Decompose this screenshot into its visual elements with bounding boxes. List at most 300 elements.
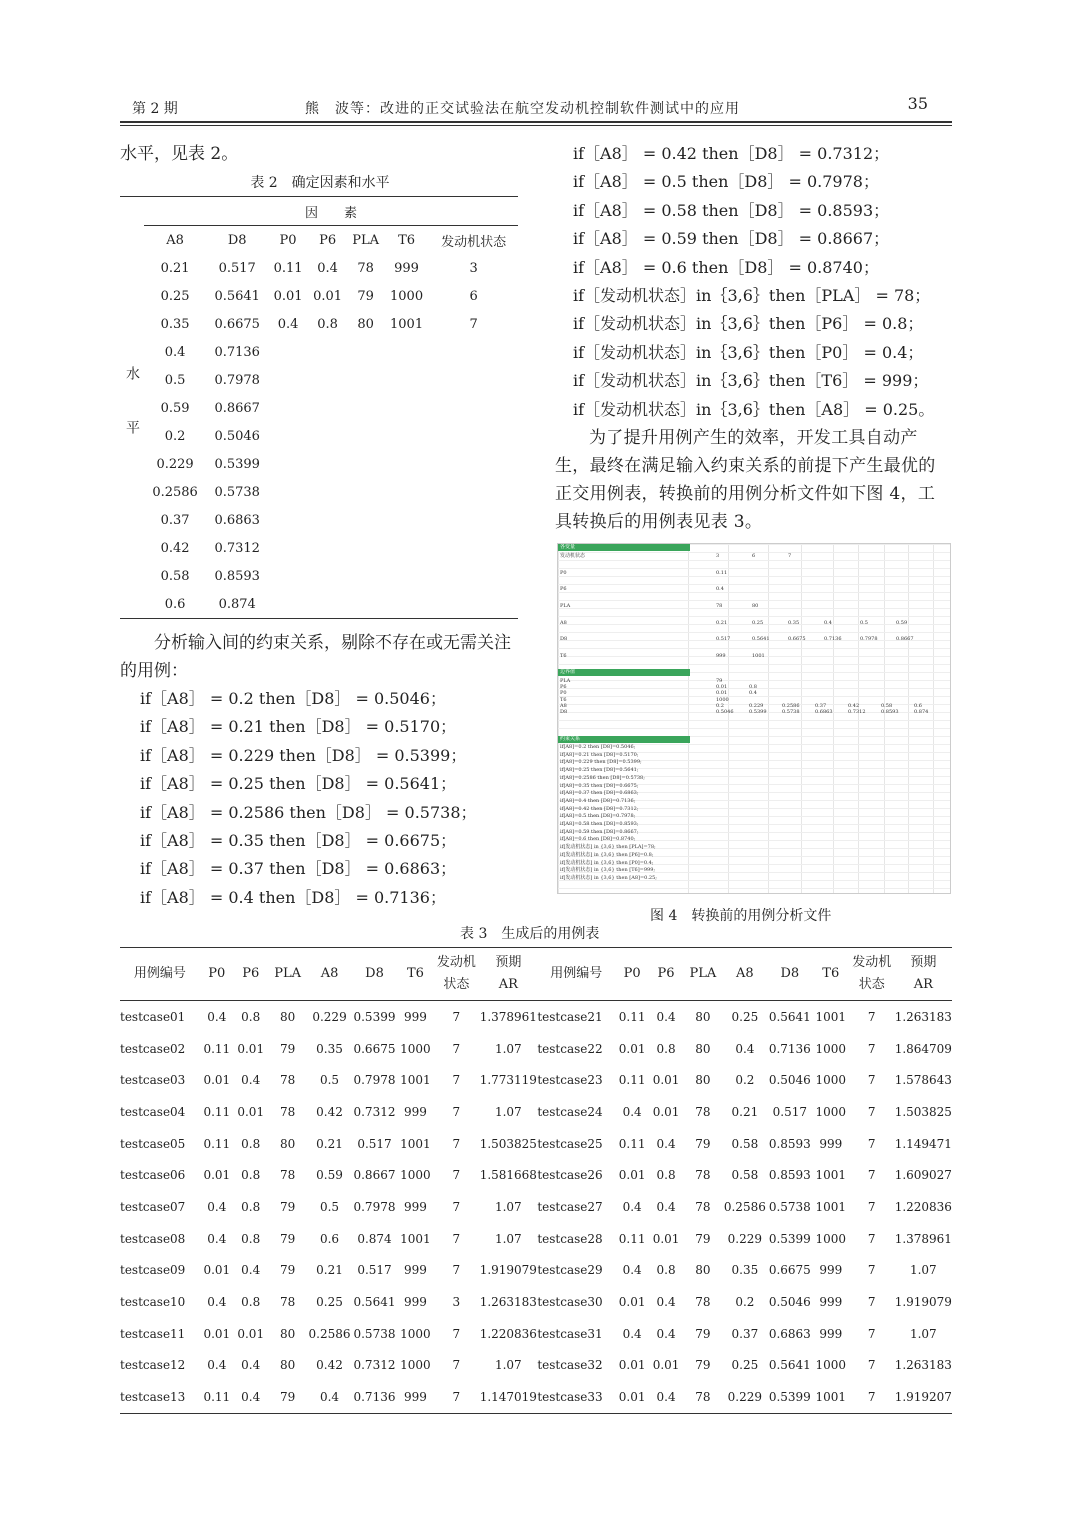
table3-cell: 1.07	[909, 1326, 937, 1341]
table2-col-header: D8	[227, 232, 247, 248]
var-value: 0.5738	[782, 709, 800, 715]
table3-cell: 1.378961	[479, 1009, 537, 1024]
table3-cell: 78	[695, 1168, 711, 1183]
intro-text: 水平，见表 2。	[120, 144, 239, 164]
table3-cell: 0.2	[735, 1073, 755, 1088]
table2-cell: 0.4	[164, 344, 186, 360]
table2-col-header: 发动机状态	[441, 234, 507, 250]
table2-row	[120, 590, 518, 619]
table2-cell	[308, 338, 348, 366]
table2-row	[120, 562, 518, 590]
table2-cell	[429, 338, 518, 366]
table3-cell: 1.07	[494, 1231, 522, 1246]
table3-cell: 7	[867, 1295, 876, 1310]
table3-cell: 1.773119	[479, 1073, 537, 1088]
table3-cell: 1.263183	[894, 1009, 952, 1024]
table3-cell: 80	[695, 1263, 711, 1278]
table3-cell: testcase02	[120, 1041, 186, 1056]
table3-cell: 0.8	[241, 1295, 261, 1310]
table3-cell: 7	[867, 1009, 876, 1024]
table3-cell: 999	[403, 1009, 427, 1024]
var-value: 0.8593	[881, 709, 899, 715]
constraint-line: if[A8]=0.5 then [D8]=0.7978;	[560, 813, 636, 820]
table3-cell: testcase05	[120, 1136, 186, 1151]
table3-cell: 0.58	[731, 1136, 759, 1151]
var-value: 0.6863	[815, 709, 833, 715]
table3-cell: 0.4	[207, 1009, 227, 1024]
table3-cell: 999	[819, 1295, 843, 1310]
table3-cell: 0.5641	[768, 1358, 811, 1373]
constraint-line: if[发动机状态] in {3,6} then [A8]=0.25;	[560, 874, 657, 881]
table2-cell	[308, 478, 348, 506]
table2-cell	[429, 478, 518, 506]
table2-col-header: PLA	[352, 232, 380, 248]
table3-cell: 0.8	[241, 1231, 261, 1246]
table3-cell: 1.07	[494, 1104, 522, 1119]
table2-row	[120, 422, 518, 450]
table3-cell: 80	[279, 1009, 296, 1024]
table3-cell: testcase03	[120, 1073, 186, 1088]
table2-cell: 0.8	[317, 316, 338, 332]
issue-number: 第 2 期	[132, 101, 178, 117]
table3-cell: 0.874	[357, 1231, 392, 1246]
header-rule	[120, 121, 952, 123]
table3-cell: 0.6863	[768, 1326, 811, 1341]
table3-cell: 7	[867, 1168, 876, 1183]
page-number: 35	[907, 94, 928, 113]
table2-cell	[347, 534, 384, 562]
table3-row	[120, 1381, 952, 1413]
var-value: 0.2586	[782, 702, 800, 709]
grid-line	[558, 560, 950, 561]
table3-cell: 78	[279, 1295, 296, 1310]
table2-cell	[347, 590, 384, 619]
table3-cell: 0.5399	[353, 1009, 396, 1024]
table3-cell: 1.503825	[894, 1104, 952, 1119]
table3-cell: 0.11	[203, 1041, 231, 1056]
table3-cell: 0.6675	[353, 1041, 396, 1056]
var-value: 79	[716, 678, 723, 684]
table3-header: PLA	[683, 948, 723, 1001]
table3-cell: 0.4	[241, 1073, 261, 1088]
var-value: 0.4	[749, 690, 757, 697]
table3-cell: 0.229	[312, 1009, 347, 1024]
table2-cell: 0.58	[160, 568, 190, 584]
table3-cell: 1001	[815, 1168, 847, 1183]
table2-cell: 0.874	[206, 590, 268, 619]
constraint-rule: if［A8］ = 0.58 then［D8］ = 0.8593；	[573, 200, 890, 220]
table3-cell: 7	[452, 1041, 461, 1056]
table2-cell: 0.8667	[214, 400, 260, 416]
table3-cell: 0.5046	[768, 1073, 811, 1088]
running-header	[120, 96, 952, 122]
table3-cell: 7	[452, 1136, 461, 1151]
table3-cell: 999	[403, 1295, 427, 1310]
table3-cell: 1001	[400, 1073, 431, 1088]
table3-cell: 80	[695, 1041, 711, 1056]
table2-row	[120, 310, 518, 338]
table2-cell	[429, 394, 518, 422]
table2-cell: 0.2586	[152, 484, 198, 500]
table2-cell	[384, 562, 429, 590]
table3-header: P0	[615, 948, 649, 1001]
table3-cell: testcase30	[537, 1295, 603, 1310]
table3-cell: 0.2	[735, 1295, 755, 1310]
grid-line	[558, 576, 950, 577]
table3-cell: 79	[279, 1263, 296, 1278]
table2-row	[120, 450, 518, 478]
table2-cell: 0.6	[144, 590, 206, 619]
table3-header: 发动机 状态	[433, 948, 479, 1001]
table3-cell: 0.4	[656, 1199, 676, 1214]
table3-cell: 1000	[815, 1073, 847, 1088]
table3-cell: 0.01	[203, 1073, 231, 1088]
constraint-line: if[A8]=0.25 then [D8]=0.5641;	[560, 767, 639, 774]
constraint-line: if[发动机状态] in {3,6} then [P6]=0.8;	[560, 851, 654, 858]
table3-header: P6	[649, 948, 683, 1001]
constraint-rule: if［A8］ = 0.25 then［D8］ = 0.5641；	[140, 774, 457, 794]
table2-cell	[429, 450, 518, 478]
table2-cell: 7	[469, 316, 478, 332]
table3-cell: testcase04	[120, 1104, 186, 1119]
var-value: 1001	[752, 653, 765, 659]
table3-cell: 79	[279, 1041, 296, 1056]
constraint-rule: if［A8］ = 0.2 then［D8］ = 0.5046；	[140, 689, 446, 708]
constraint-line: if[发动机状态] in {3,6} then [PLA]=78;	[560, 844, 656, 851]
var-name: T6	[560, 696, 567, 703]
table2-cell: 0.6675	[214, 316, 260, 332]
table3-cell: 0.11	[203, 1136, 231, 1151]
table3-cell: testcase10	[120, 1295, 186, 1310]
var-value: 0.21	[716, 620, 728, 626]
var-value: 0.35	[788, 620, 800, 626]
var-name: D8	[560, 636, 568, 642]
section-header: 边界值	[558, 669, 690, 676]
table3-cell: 0.42	[316, 1104, 343, 1119]
constraint-rule: if［发动机状态］in｛3,6｝then［P0］ = 0.4；	[573, 342, 924, 362]
table3-cell: 0.4	[207, 1358, 227, 1373]
table2-cell: 0.517	[218, 260, 256, 276]
table3-cell: testcase11	[120, 1326, 186, 1341]
table3-cell: testcase22	[537, 1041, 603, 1056]
var-name: P6	[560, 586, 567, 592]
table3-cell: 0.5738	[768, 1199, 811, 1214]
table3-cell: 0.21	[316, 1263, 343, 1278]
constraint-line: if[A8]=0.4 then [D8]=0.7136;	[560, 797, 636, 804]
var-value: 0.37	[815, 702, 827, 709]
table3-caption: 表 3 生成后的用例表	[460, 926, 600, 942]
table3-cell: 1.263183	[479, 1295, 537, 1310]
table3-cell: 0.25	[316, 1295, 343, 1310]
table3-cell: 1.149471	[894, 1136, 952, 1151]
table3-cell: 0.8593	[768, 1168, 811, 1183]
var-value: 0.01	[716, 690, 728, 697]
var-name: A8	[560, 702, 567, 709]
table3-cell: testcase12	[120, 1358, 186, 1373]
table3-cell: 0.01	[203, 1168, 231, 1183]
table3-header: D8	[352, 948, 398, 1001]
table3-cell: 80	[279, 1326, 296, 1341]
table2-cell	[268, 478, 308, 506]
constraint-line: if[A8]=0.37 then [D8]=0.6863;	[560, 790, 639, 797]
var-value: 0.58	[881, 702, 893, 709]
var-value: 0.4	[824, 620, 832, 626]
table3-cell: 0.5399	[768, 1231, 811, 1246]
table3-cell: 1.919079	[479, 1263, 537, 1278]
table3-cell: 0.8	[241, 1136, 261, 1151]
table3-cell: 1000	[400, 1326, 431, 1341]
table3-cell: 1.919079	[894, 1295, 952, 1310]
table3-cell: 0.6	[319, 1231, 340, 1246]
table2-cell: 1000	[390, 288, 424, 304]
constraint-line: if[A8]=0.59 then [D8]=0.8667;	[560, 828, 639, 835]
table3-header: 发动机 状态	[849, 948, 895, 1001]
table3-header: 预期 AR	[895, 948, 952, 1001]
table2-cell: 79	[357, 288, 374, 304]
table3-cell: 0.21	[731, 1104, 759, 1119]
table3-row	[120, 1159, 952, 1191]
table3-cell: 0.11	[203, 1104, 231, 1119]
table2-cell	[308, 394, 348, 422]
constraint-rule: if［A8］ = 0.42 then［D8］ = 0.7312；	[573, 144, 890, 163]
table2-cell: 80	[357, 316, 374, 332]
table3-cell: 999	[403, 1263, 427, 1278]
table3-cell: 0.01	[652, 1104, 680, 1119]
table2-cell	[384, 450, 429, 478]
table2-cell: 0.5641	[214, 288, 260, 304]
right-column	[555, 140, 952, 536]
table3-cell: 0.4	[207, 1231, 227, 1246]
table2-col-header: P0	[279, 232, 297, 248]
table3-cell: 7	[867, 1263, 876, 1278]
table3-cell: 1.378961	[894, 1231, 952, 1246]
table3-cell: 999	[403, 1104, 427, 1119]
table2-row	[120, 338, 518, 366]
table3-cell: 1000	[400, 1168, 431, 1183]
table2-cell	[308, 562, 348, 590]
table2-cell	[384, 478, 429, 506]
var-name: T6	[560, 653, 567, 659]
table3-cell: testcase27	[537, 1199, 603, 1214]
var-value: 0.01	[716, 684, 728, 691]
table3-cell: 7	[849, 1381, 895, 1413]
table3-cell: 78	[695, 1104, 711, 1119]
table3-cell: 7	[867, 1073, 876, 1088]
table3-cell: 79	[279, 1199, 296, 1214]
table3-cell: 0.01	[615, 1381, 649, 1413]
table3-cell: 7	[452, 1231, 461, 1246]
table3-cell: 1001	[815, 1199, 847, 1214]
table3-cell: 1.864709	[894, 1041, 952, 1056]
table3-row	[120, 1255, 952, 1287]
table3-header: P6	[234, 948, 268, 1001]
table3-cell: 0.229	[727, 1231, 763, 1246]
table2-cell	[347, 338, 384, 366]
table3-cell: 0.4	[656, 1009, 676, 1024]
table3-cell: 0.4	[622, 1199, 642, 1214]
constraint-rule: if［A8］ = 0.59 then［D8］ = 0.8667；	[573, 229, 890, 249]
table3-cell: testcase13	[120, 1381, 200, 1413]
table2-cell: 0.37	[160, 512, 190, 528]
table3-cell: 0.01	[237, 1326, 265, 1341]
table3-cell: 0.517	[357, 1263, 392, 1278]
table3-cell: 78	[695, 1295, 711, 1310]
table2-cell	[347, 478, 384, 506]
grid-line	[558, 600, 950, 601]
constraint-rule: if［A8］ = 0.4 then［D8］ = 0.7136；	[140, 887, 446, 907]
table3-cell: 79	[695, 1136, 711, 1151]
table3-cell: 0.01	[618, 1295, 646, 1310]
table3-cell: testcase31	[537, 1326, 603, 1341]
table3-cell: 1.578643	[894, 1073, 952, 1088]
table3-row	[120, 1286, 952, 1318]
var-value: 0.2	[716, 702, 724, 709]
table2-cell: 0.4	[317, 260, 338, 276]
table2-cell	[429, 590, 518, 619]
var-value: 0.5399	[749, 709, 767, 715]
table3-cell: 7	[433, 1381, 479, 1413]
table2-cell: 0.11	[273, 260, 303, 276]
table3-cell: testcase21	[537, 1009, 603, 1024]
table3-header: T6	[813, 948, 849, 1001]
constraint-line: if[A8]=0.58 then [D8]=0.8593;	[560, 821, 639, 827]
table2-side-text: 水平	[124, 365, 140, 474]
table3-cell: 0.11	[618, 1073, 646, 1088]
table2-cell: 0.2	[164, 428, 186, 444]
table2-row	[120, 478, 518, 506]
table3-row	[120, 1001, 952, 1033]
var-value: 0.7978	[860, 636, 878, 642]
table3-cell: 0.01	[237, 1041, 265, 1056]
var-value: 0.59	[896, 620, 908, 626]
table3-cell: 0.4	[622, 1263, 642, 1278]
constraint-rule: if［A8］ = 0.2586 then［D8］ = 0.5738；	[140, 802, 477, 822]
table2-side-label	[120, 226, 144, 619]
table2-corner	[120, 197, 144, 226]
var-value: 0.7136	[824, 636, 842, 642]
table3-cell: 7	[867, 1326, 876, 1341]
table3-cell: 7	[452, 1326, 461, 1341]
table3-header: D8	[767, 948, 813, 1001]
table3-cell: 999	[819, 1326, 843, 1341]
table3-cell: 999	[819, 1263, 843, 1278]
table3-cell: 0.5641	[768, 1009, 811, 1024]
table3-cell: 78	[279, 1073, 296, 1088]
table2-cell	[429, 422, 518, 450]
table3-cell: 7	[867, 1358, 876, 1373]
constraint-paragraph: 分析输入间的约束关系，剔除不存在或无需关注的用例：	[120, 633, 511, 681]
table2-cell: 0.25	[160, 288, 190, 304]
var-value: 0.229	[749, 702, 764, 709]
table3-cell: 0.4	[656, 1326, 676, 1341]
table3-cell: 0.4	[308, 1381, 352, 1413]
constraint-line: if[发动机状态] in {3,6} then [T6]=999;	[560, 867, 656, 874]
table3-cell: 79	[695, 1231, 711, 1246]
table2-cell	[268, 422, 308, 450]
var-value: 0.5641	[752, 636, 770, 642]
left-rules	[120, 685, 520, 912]
table3-cell: 0.7136	[352, 1381, 398, 1413]
table3-cell: 78	[695, 1199, 711, 1214]
table3-cell: 1.07	[494, 1041, 522, 1056]
table3-cell: 7	[867, 1199, 876, 1214]
table3-cell: 1001	[815, 1009, 847, 1024]
grid-line	[558, 632, 950, 633]
table3-row	[120, 1191, 952, 1223]
table3-cell: 79	[695, 1358, 711, 1373]
table3-cell: 78	[279, 1104, 296, 1119]
table3-cell: 0.01	[203, 1263, 231, 1278]
var-value: 0.5	[860, 620, 868, 626]
table2-cell: 0.8593	[214, 568, 260, 584]
table3-cell: 7	[867, 1104, 876, 1119]
table3-cell: 80	[279, 1136, 296, 1151]
table2-col-header: P6	[319, 232, 337, 248]
grid-line	[558, 648, 950, 649]
var-name: D8	[560, 709, 568, 715]
var-name: P0	[560, 570, 567, 576]
table3-cell: 0.7978	[353, 1199, 396, 1214]
constraint-line: if[A8]=0.42 then [D8]=0.7312;	[560, 805, 639, 812]
grid-line	[558, 720, 950, 721]
table2-cell	[384, 366, 429, 394]
table3-cell: 80	[695, 1073, 711, 1088]
constraint-rule: if［A8］ = 0.229 then［D8］ = 0.5399；	[140, 745, 467, 765]
constraint-rule: if［A8］ = 0.37 then［D8］ = 0.6863；	[140, 859, 457, 879]
var-name: PLA	[560, 678, 571, 684]
table3-cell: 0.4	[207, 1199, 227, 1214]
table2-group-header: 因 素	[144, 197, 518, 226]
grid-line	[558, 584, 950, 585]
section-header: 各变量	[558, 544, 690, 551]
table3-header: A8	[723, 948, 767, 1001]
table3-cell: 0.4	[622, 1326, 642, 1341]
table2-cell	[384, 338, 429, 366]
table3-cell: 78	[683, 1381, 723, 1413]
table2-cell	[347, 450, 384, 478]
header-rule-thin	[120, 125, 952, 126]
table2-cell	[347, 366, 384, 394]
table3-cell: 1000	[815, 1104, 847, 1119]
table3-cell: 0.01	[618, 1168, 646, 1183]
table3-cell: 0.2586	[308, 1326, 351, 1341]
table3-cell: 1.147019	[479, 1381, 537, 1413]
table3-cell: testcase09	[120, 1263, 186, 1278]
constraint-rule: if［发动机状态］in｛3,6｝then［PLA］ = 78；	[573, 286, 931, 306]
table3-cell: 7	[452, 1009, 461, 1024]
table3-cell: 0.01	[652, 1073, 680, 1088]
table3	[120, 947, 952, 1414]
table3-cell: 0.4	[241, 1358, 261, 1373]
table3-row	[120, 1064, 952, 1096]
table2-row	[120, 282, 518, 310]
table2-cell	[308, 590, 348, 619]
var-value: 0.8	[749, 684, 757, 691]
table2-cell	[268, 366, 308, 394]
table2-cell	[429, 534, 518, 562]
figure4-caption: 图 4 转换前的用例分析文件	[650, 908, 832, 924]
grid-line	[558, 680, 950, 681]
table3-header: 用例编号	[120, 948, 200, 1001]
constraint-rule: if［发动机状态］in｛3,6｝then［A8］ = 0.25。	[573, 399, 935, 419]
var-value: 0.6675	[788, 636, 806, 642]
table2-cell	[308, 366, 348, 394]
var-value: 0.11	[716, 570, 728, 576]
grid-line	[558, 568, 950, 569]
table3-cell: 0.42	[316, 1358, 343, 1373]
table2-cell	[384, 590, 429, 619]
var-value: 0.5046	[716, 709, 734, 715]
